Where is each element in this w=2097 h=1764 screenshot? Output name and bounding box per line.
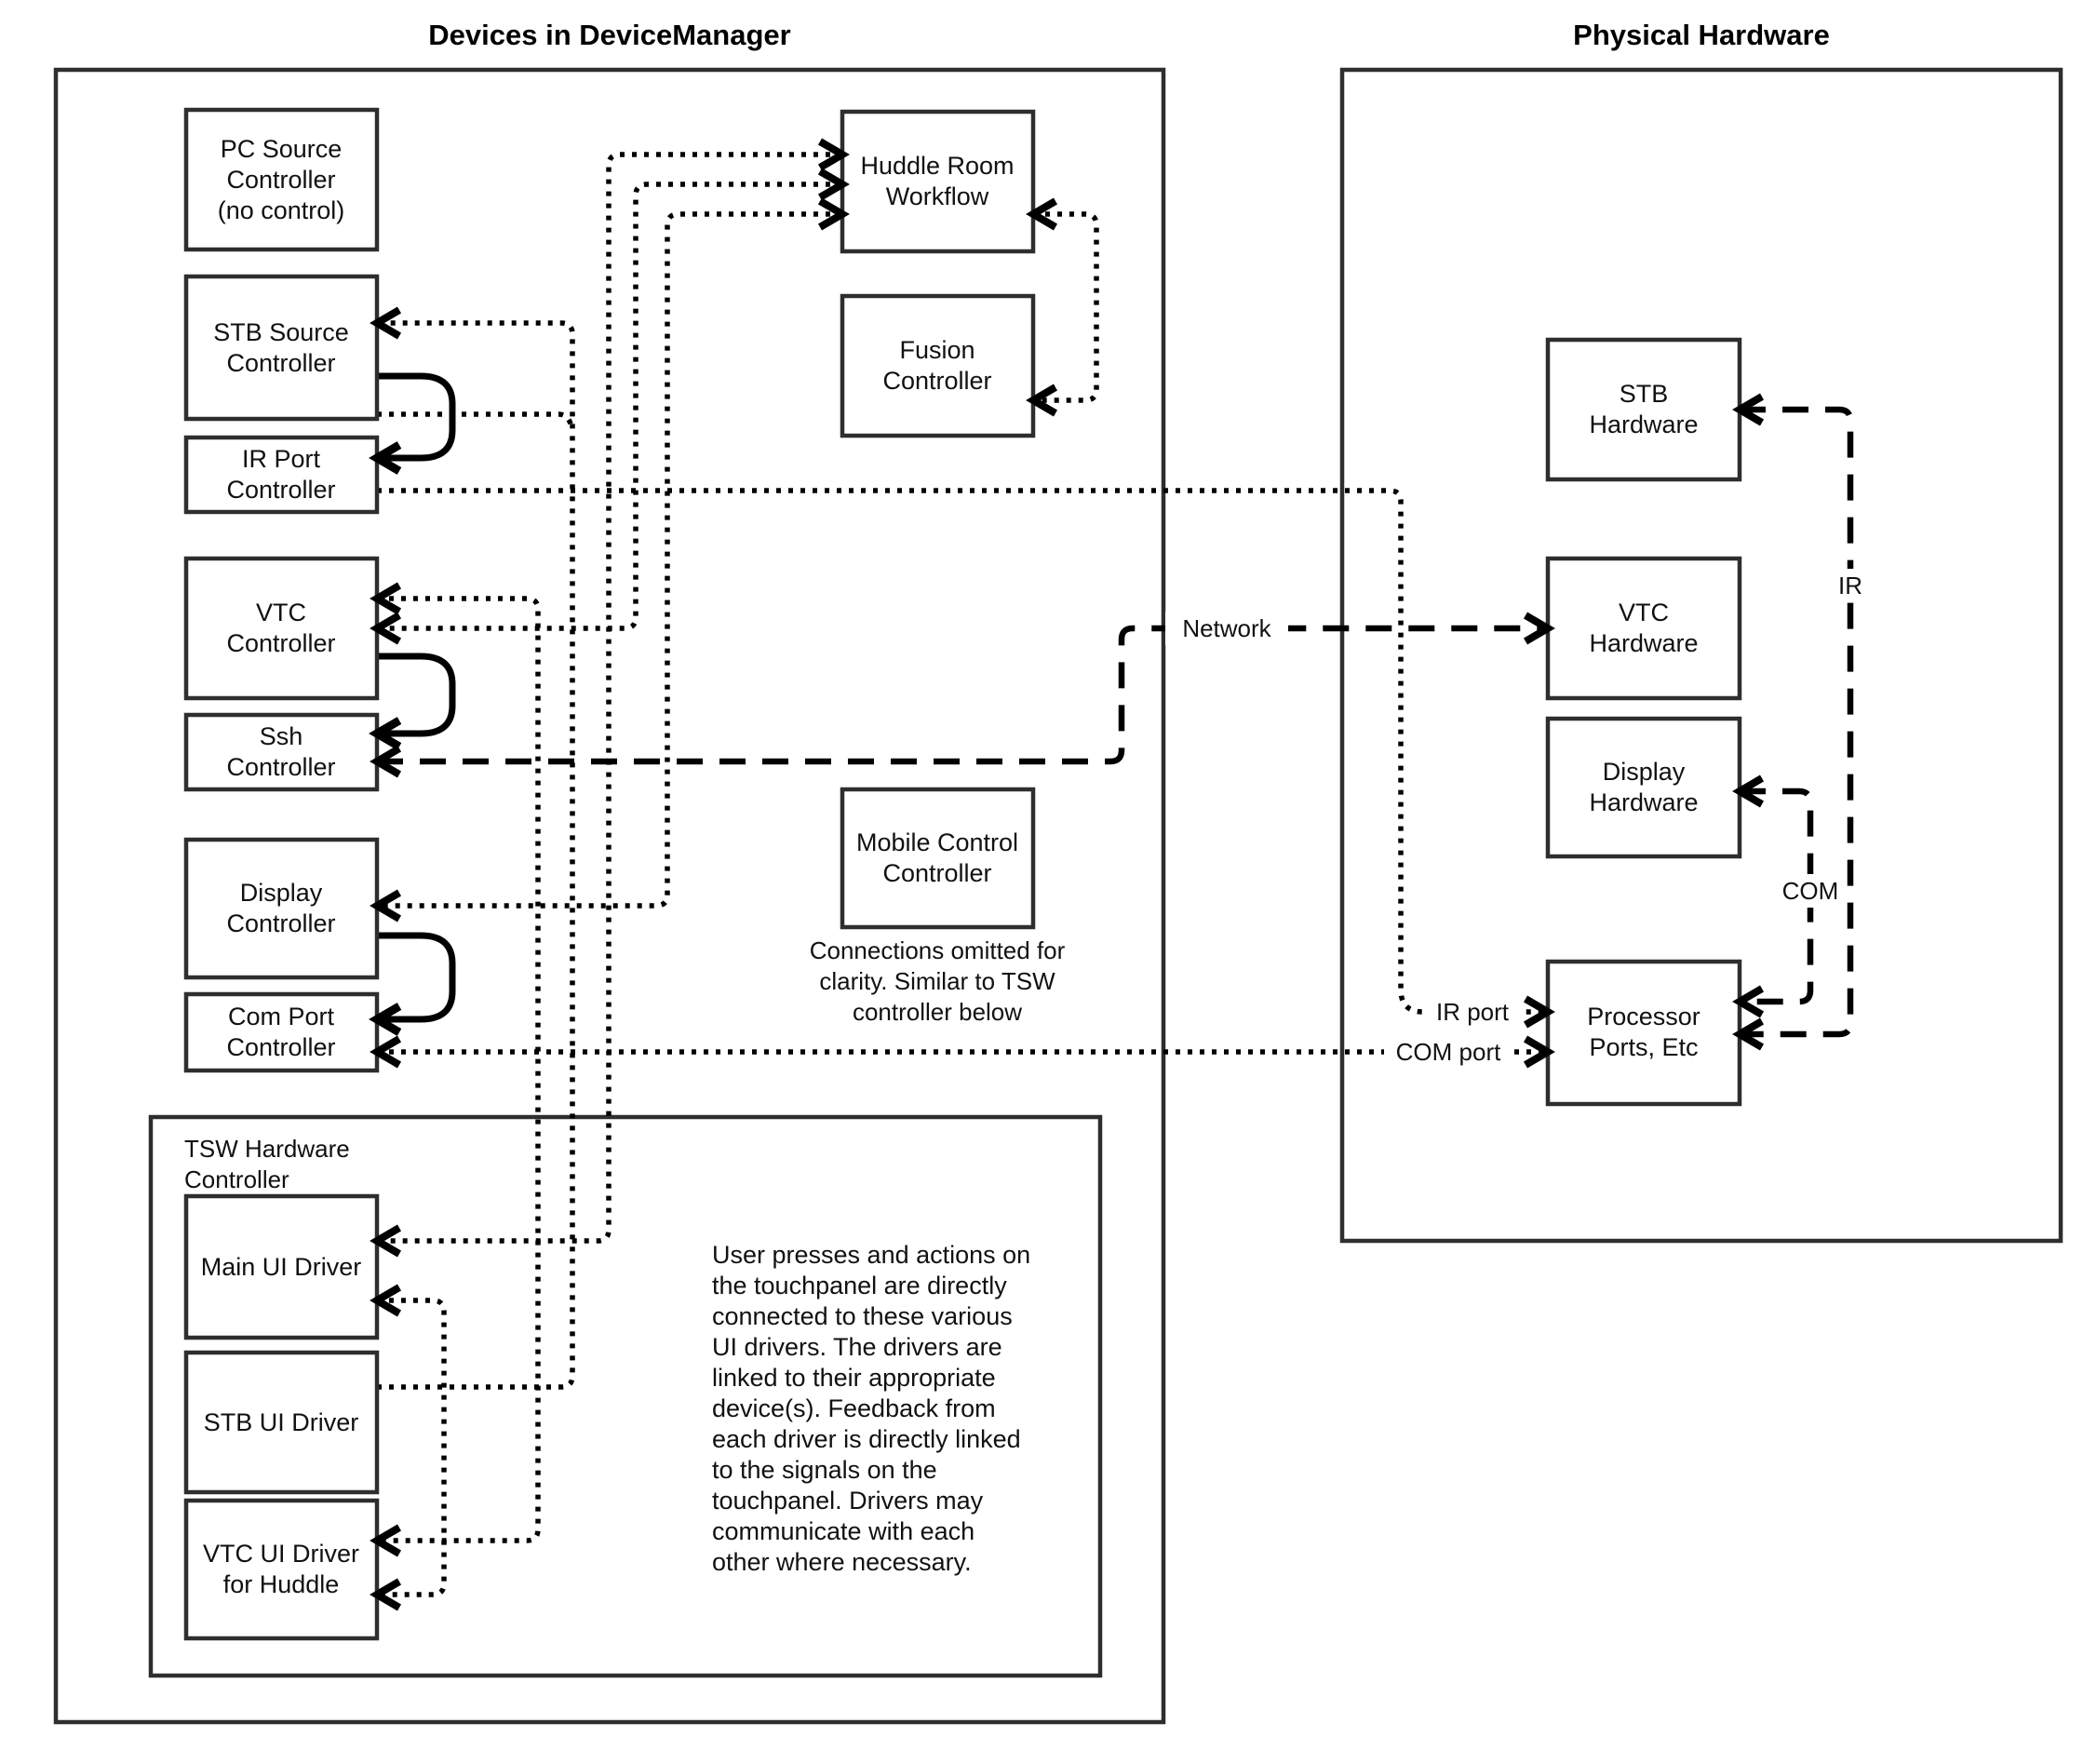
- box-stb-source-controller: [186, 276, 377, 419]
- display-hardware-rect: [1548, 719, 1740, 856]
- stb-hardware-rect: [1548, 340, 1740, 479]
- box-ssh-controller: [186, 715, 377, 789]
- box-display-hardware: [1548, 719, 1740, 856]
- box-display-controller: [186, 840, 377, 977]
- svg-text:communicate with each: communicate with each: [712, 1517, 975, 1545]
- box-mobile-control-controller: [842, 789, 1033, 927]
- box-vtc-ui-driver: [186, 1501, 377, 1638]
- edge-stbsource-irport: [377, 376, 452, 458]
- svg-text:Controller: Controller: [226, 629, 336, 657]
- svg-text:controller below: controller below: [852, 998, 1023, 1026]
- edge-stbui-stbsource: [377, 323, 572, 1387]
- svg-text:IR port: IR port: [1435, 998, 1510, 1026]
- svg-text:Controller: Controller: [226, 476, 336, 504]
- vtc-ui-driver-rect: [186, 1501, 377, 1638]
- stb-ui-driver-label: STB UI Driver: [203, 1408, 359, 1436]
- edge-huddle-display: [377, 214, 842, 906]
- svg-text:IR: IR: [1838, 572, 1862, 599]
- box-stb-ui-driver: [186, 1353, 377, 1492]
- vtc-ui-driver-label: VTC UI Driver: [203, 1540, 359, 1568]
- svg-text:Controller: Controller: [226, 909, 336, 937]
- edge-huddle-fusion: [1033, 214, 1096, 400]
- stb-source-controller-label: STB Source: [213, 318, 349, 346]
- svg-text:(no control): (no control): [217, 196, 345, 224]
- edge-vtc-vtcui: [377, 599, 538, 1541]
- svg-text:the touchpanel are directly: the touchpanel are directly: [712, 1272, 1007, 1299]
- devicemanager-title: Devices in DeviceManager: [428, 19, 791, 51]
- fusion-controller-rect: [842, 296, 1033, 436]
- svg-text:other where necessary.: other where necessary.: [712, 1548, 972, 1576]
- edge-label-ir-port: [1422, 995, 1523, 1029]
- svg-text:Controller: Controller: [184, 1165, 289, 1193]
- svg-text:device(s). Feedback from: device(s). Feedback from: [712, 1394, 996, 1422]
- display-controller-label: Display: [239, 879, 323, 907]
- svg-text:UI drivers. The drivers are: UI drivers. The drivers are: [712, 1333, 1002, 1361]
- box-processor-ports: [1548, 962, 1740, 1104]
- svg-text:User presses and actions on: User presses and actions on: [712, 1241, 1031, 1269]
- svg-text:to the signals on the: to the signals on the: [712, 1456, 937, 1484]
- box-stb-hardware: [1548, 340, 1740, 479]
- vtc-hardware-label: VTC: [1619, 599, 1669, 626]
- huddle-room-workflow-label: Huddle Room: [860, 152, 1015, 180]
- box-huddle-room-workflow: [842, 112, 1033, 251]
- edge-ir-loop: [1740, 410, 1850, 1034]
- edge-label-network: [1165, 612, 1288, 645]
- edge-huddle-mainui: [377, 155, 842, 1241]
- svg-text:Connections omitted for: Connections omitted for: [809, 936, 1066, 964]
- svg-text:Ports, Etc: Ports, Etc: [1589, 1033, 1699, 1061]
- svg-text:connected to these various: connected to these various: [712, 1302, 1013, 1330]
- svg-text:COM port: COM port: [1395, 1038, 1501, 1066]
- arrow-into-vtc-hardware: [1526, 615, 1548, 641]
- huddle-room-workflow-rect: [842, 112, 1033, 251]
- arrow-into-huddle-right: [1033, 201, 1055, 227]
- svg-text:Hardware: Hardware: [1589, 629, 1699, 657]
- edge-network: [377, 628, 1548, 761]
- svg-text:Controller: Controller: [882, 367, 992, 395]
- mobile-control-controller-rect: [842, 789, 1033, 927]
- arrow-into-huddle-3: [820, 201, 842, 227]
- svg-text:Controller: Controller: [226, 1033, 336, 1061]
- edge-stbsource-out-stub: [377, 414, 571, 430]
- svg-text:TSW Hardware: TSW Hardware: [184, 1135, 350, 1163]
- display-controller-rect: [186, 840, 377, 977]
- box-ir-port-controller: [186, 438, 377, 512]
- svg-text:Network: Network: [1182, 614, 1271, 642]
- edge-label-com-port: [1384, 1035, 1512, 1069]
- box-main-ui-driver: [186, 1196, 377, 1338]
- arrow-into-com-port: [377, 1039, 399, 1065]
- display-hardware-label: Display: [1602, 758, 1686, 786]
- ir-port-controller-label: IR Port: [241, 445, 321, 473]
- edge-label-com: [1776, 874, 1845, 908]
- arrow-into-stb-source: [377, 310, 399, 336]
- svg-text:COM: COM: [1781, 877, 1839, 905]
- stb-hardware-label: STB: [1619, 380, 1669, 408]
- arrow-into-huddle-2: [820, 171, 842, 197]
- svg-text:Controller: Controller: [226, 753, 336, 781]
- edge-huddle-vtc: [377, 184, 842, 628]
- box-fusion-controller: [842, 296, 1033, 436]
- svg-text:linked to their appropriate: linked to their appropriate: [712, 1364, 996, 1392]
- svg-text:each driver is directly linked: each driver is directly linked: [712, 1425, 1021, 1453]
- svg-text:touchpanel. Drivers may: touchpanel. Drivers may: [712, 1487, 984, 1515]
- vtc-controller-rect: [186, 559, 377, 698]
- svg-text:Controller: Controller: [882, 859, 992, 887]
- tsw-label: [184, 1135, 350, 1193]
- mobile-control-controller-label: Mobile Control: [855, 828, 1019, 856]
- processor-ports-label: Processor: [1587, 1003, 1700, 1030]
- box-vtc-hardware: [1548, 559, 1740, 698]
- arrow-into-huddle-1: [820, 141, 842, 168]
- arrow-into-main-ui-1: [377, 1228, 399, 1254]
- main-ui-driver-label: Main UI Driver: [200, 1253, 362, 1281]
- svg-text:Workflow: Workflow: [885, 182, 989, 210]
- box-vtc-controller: [186, 559, 377, 698]
- pc-source-controller-label: PC Source: [220, 135, 343, 163]
- svg-text:for Huddle: for Huddle: [222, 1570, 340, 1598]
- svg-text:clarity. Similar to TSW: clarity. Similar to TSW: [819, 967, 1055, 995]
- edge-display-comport: [377, 936, 452, 1019]
- box-com-port-controller: [186, 994, 377, 1071]
- mobile-note: [810, 936, 1066, 1026]
- physical-hardware-title: Physical Hardware: [1573, 19, 1830, 51]
- fusion-controller-label: Fusion: [899, 336, 975, 364]
- svg-text:Controller: Controller: [226, 166, 336, 194]
- vtc-controller-label: VTC: [256, 599, 306, 626]
- box-pc-source-controller: [186, 110, 377, 249]
- edge-label-ir: [1828, 569, 1873, 602]
- stb-source-controller-rect: [186, 276, 377, 419]
- edge-irport-processor: [377, 491, 1548, 1012]
- arrow-into-vtc-2: [377, 615, 399, 641]
- svg-text:Controller: Controller: [226, 349, 336, 377]
- arrow-into-vtc-1: [377, 586, 399, 612]
- tsw-note-paragraph: [712, 1241, 1030, 1576]
- ssh-controller-label: Ssh: [259, 722, 303, 750]
- com-port-controller-label: Com Port: [227, 1003, 335, 1030]
- arrow-into-main-ui-2: [377, 1287, 399, 1313]
- vtc-hardware-rect: [1548, 559, 1740, 698]
- svg-text:Hardware: Hardware: [1589, 788, 1699, 816]
- svg-text:Hardware: Hardware: [1589, 411, 1699, 438]
- edge-vtc-ssh: [377, 656, 452, 734]
